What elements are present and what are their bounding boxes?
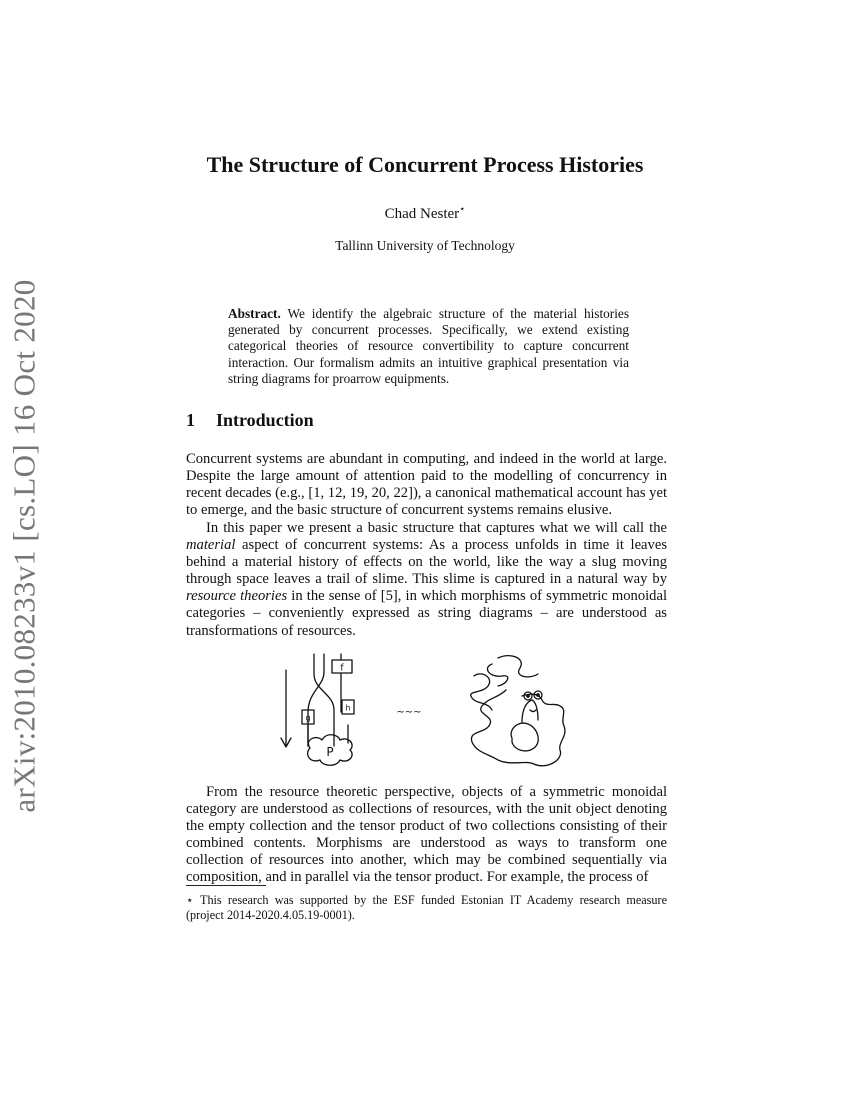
author-footnote-mark: ⋆ xyxy=(459,204,466,215)
section-heading xyxy=(186,410,314,431)
emphasis-resource-theories: resource theories xyxy=(186,588,288,605)
abstract xyxy=(228,306,629,387)
arxiv-identifier-stamp xyxy=(2,279,48,813)
box-g-label: g xyxy=(305,713,311,723)
cloud-p-label: P xyxy=(326,745,334,759)
emphasis-material: material xyxy=(186,537,236,554)
slug-slime-icon xyxy=(471,656,565,766)
author-name: Chad Nester xyxy=(384,206,460,222)
figure-string-diagram-and-slug xyxy=(276,650,596,775)
author-line xyxy=(0,204,850,223)
paragraph-1-text: Concurrent systems are abundant in computing, and indeed in the world at large. Despite the large amount of attention paid to the modelling of concurrency in recent decades (e.g., [1, 12, 19, 20, 22]), a canonical mathematical account has yet to emerge, and the basic structure of concurrent systems remains elusive. xyxy=(186,451,667,519)
box-f-label: f xyxy=(340,663,344,674)
paragraph-3-text: From the resource theoretic perspective, objects of a symmetric monoidal category are understood as collections of resources, with the unit object denoting the empty collection and the tensor product of two collections consisting of their combined contents. Morphisms are understood as ways to transform one collection of resources into another, which may be combined sequentially via composition, and in parallel via the tensor product. For example, the process of xyxy=(186,784,667,886)
abstract-text: We identify the algebraic structure of the material histories generated by concurrent processes. Specifically, we extend existing categorical theories of resource convertibility to capture concurrent interaction. Our formalism admits an intuitive graphical presentation via string diagrams for proarrow equipments. xyxy=(228,306,629,386)
paragraph-3 xyxy=(186,784,667,887)
affiliation: Tallinn University of Technology xyxy=(335,238,515,253)
paragraph-2-part-a: In this paper we present a basic structure that captures what we will call the xyxy=(206,520,667,536)
paragraph-2 xyxy=(186,520,667,640)
footnote-text: This research was supported by the ESF funded Estonian IT Academy research measure (project 2014-2020.4.05.19-0001). xyxy=(186,893,667,922)
footnote xyxy=(186,893,667,922)
paragraph-1 xyxy=(186,451,667,519)
section-number: 1 xyxy=(186,410,195,430)
paper-title: The Structure of Concurrent Process Histories xyxy=(206,152,644,177)
arxiv-stamp-text: arXiv:2010.08233v1 [cs.LO] 16 Oct 2020 xyxy=(7,279,42,813)
box-h-label: h xyxy=(345,703,351,713)
paragraph-2-part-b: aspect of concurrent systems: As a process unfolds in time it leaves behind a material history of effects on the world, like the way a slug moving through space leaves a trail of slime. This slime is captured in a natural way by xyxy=(186,537,667,588)
connector-squiggle: ~~~ xyxy=(396,707,422,718)
footnote-mark: ⋆ xyxy=(186,893,194,907)
section-title: Introduction xyxy=(216,410,314,430)
abstract-label: Abstract. xyxy=(228,306,281,321)
paragraph-2-text xyxy=(186,520,667,640)
footnote-rule xyxy=(186,885,266,886)
paragraph-2-part-c: in the sense of [5], in which morphisms of symmetric monoidal categories – conveniently expressed as string diagrams – are understood as transformations of resources. xyxy=(186,588,667,639)
time-arrow-icon xyxy=(281,670,291,747)
